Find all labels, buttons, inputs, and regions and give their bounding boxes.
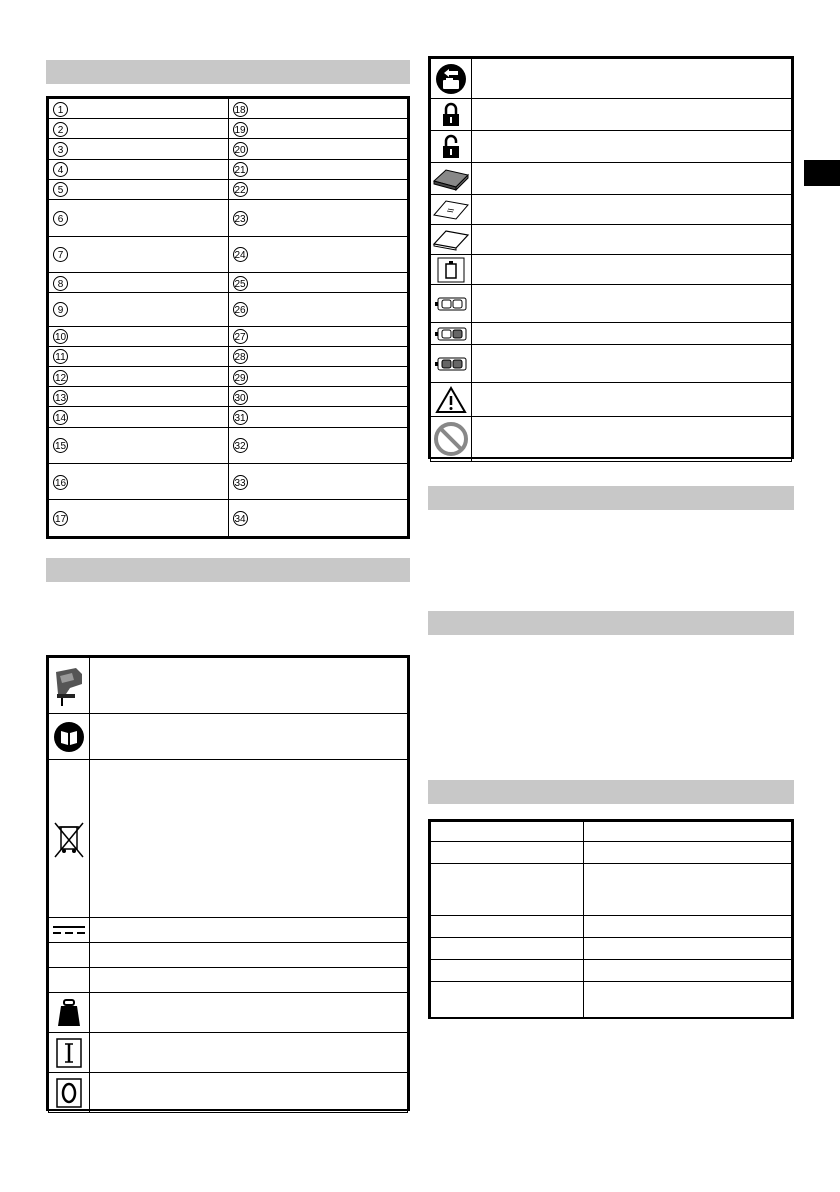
part-number: 1: [53, 102, 68, 117]
right-symbol-row: [431, 285, 792, 323]
description-cell: [472, 323, 792, 345]
parts-cell: [228, 500, 408, 537]
parts-row: [49, 119, 408, 139]
unlock-icon: [431, 134, 471, 160]
parts-row: [49, 236, 408, 272]
right-symbol-row: [431, 345, 792, 383]
language-tab: [804, 160, 840, 186]
parts-cell: [228, 464, 408, 500]
spec-label-cell: [431, 938, 584, 960]
spec-row: [431, 822, 792, 842]
blade-pack-icon: [431, 167, 471, 191]
symbol-cell: [49, 1033, 90, 1073]
right-symbol-row: [431, 99, 792, 131]
description-cell: [90, 1073, 408, 1113]
section-header-symbols: [46, 558, 410, 582]
description-cell: [90, 714, 408, 760]
description-cell: [472, 99, 792, 131]
symbol-row: [49, 714, 408, 760]
spec-label-cell: [431, 982, 584, 1019]
lock-icon: [431, 102, 471, 128]
symbol-row: [49, 993, 408, 1033]
battery-icon: [431, 257, 471, 283]
symbol-cell: [431, 163, 472, 195]
part-number: 11: [53, 349, 68, 364]
sheet-icon: [431, 228, 471, 252]
parts-row: [49, 387, 408, 407]
spec-row: [431, 960, 792, 982]
part-number: 21: [233, 162, 248, 177]
spec-value-cell: [584, 842, 792, 864]
parts-cell: [228, 236, 408, 272]
right-symbol-row: [431, 417, 792, 462]
part-number: 6: [53, 211, 68, 226]
back-arrow-icon: [431, 63, 471, 95]
parts-row: [49, 346, 408, 366]
parts-row: [49, 99, 408, 119]
parts-cell: [228, 427, 408, 463]
part-number: 3: [53, 142, 68, 157]
parts-cell: [228, 179, 408, 199]
part-number: 28: [233, 349, 248, 364]
symbol-cell: [49, 714, 90, 760]
part-number: 33: [233, 475, 248, 490]
part-number: 2: [53, 122, 68, 137]
symbol-row: [49, 943, 408, 968]
part-number: 17: [53, 511, 68, 526]
parts-cell: [49, 119, 229, 139]
part-number: 13: [53, 390, 68, 405]
description-cell: [472, 131, 792, 163]
parts-row: [49, 407, 408, 427]
parts-cell: [49, 200, 229, 236]
right-symbol-row: [431, 225, 792, 255]
part-number: 4: [53, 162, 68, 177]
part-number: 25: [233, 276, 248, 291]
description-cell: [90, 968, 408, 993]
description-cell: [472, 225, 792, 255]
section-header-right-1: [428, 486, 794, 510]
parts-cell: [228, 293, 408, 326]
symbol-cell: [431, 383, 472, 417]
symbol-cell: [431, 99, 472, 131]
parts-row: [49, 139, 408, 159]
part-number: 34: [233, 511, 248, 526]
parts-cell: [49, 293, 229, 326]
symbol-cell: [431, 345, 472, 383]
part-number: 5: [53, 182, 68, 197]
parts-cell: [228, 407, 408, 427]
symbol-cell: [49, 968, 90, 993]
right-symbol-row: [431, 163, 792, 195]
part-number: 19: [233, 122, 248, 137]
prohibition-icon: [431, 421, 471, 457]
section-header-parts: [46, 60, 410, 84]
part-number: 30: [233, 390, 248, 405]
parts-cell: [228, 387, 408, 407]
parts-cell: [228, 200, 408, 236]
specifications-table: [428, 819, 794, 1019]
symbols-table: [46, 655, 410, 1111]
description-cell: [472, 285, 792, 323]
description-cell: [472, 59, 792, 99]
warning-triangle-icon: [431, 386, 471, 414]
symbol-cell: [431, 417, 472, 462]
symbol-row: [49, 760, 408, 918]
parts-cell: [49, 387, 229, 407]
symbol-cell: [49, 993, 90, 1033]
parts-cell: [228, 366, 408, 386]
part-number: 23: [233, 211, 248, 226]
spec-value-cell: [584, 982, 792, 1019]
right-symbols-table: [428, 56, 794, 459]
symbol-cell: [431, 131, 472, 163]
parts-cell: [49, 179, 229, 199]
crossed-bin-icon: [49, 819, 89, 859]
part-number: 15: [53, 438, 68, 453]
symbol-cell: [431, 225, 472, 255]
spec-row: [431, 916, 792, 938]
parts-cell: [49, 272, 229, 292]
battery-half-icon: [431, 326, 471, 342]
parts-cell: [228, 346, 408, 366]
parts-cell: [228, 159, 408, 179]
symbol-cell: [49, 943, 90, 968]
parts-cell: [49, 366, 229, 386]
parts-row: [49, 179, 408, 199]
spec-row: [431, 864, 792, 916]
part-number: 9: [53, 302, 68, 317]
part-number: 18: [233, 102, 248, 117]
description-cell: [90, 918, 408, 943]
right-symbol-row: [431, 59, 792, 99]
right-symbol-row: [431, 131, 792, 163]
right-symbol-row: [431, 195, 792, 225]
symbol-cell: [49, 760, 90, 918]
spec-label-cell: [431, 960, 584, 982]
battery-full-icon: [431, 356, 471, 372]
section-header-right-2: [428, 611, 794, 635]
parts-cell: [49, 326, 229, 346]
symbol-row: [49, 918, 408, 943]
parts-row: [49, 200, 408, 236]
dc-current-icon: [49, 924, 89, 936]
battery-empty-icon: [431, 296, 471, 312]
parts-cell: [49, 346, 229, 366]
description-cell: [472, 195, 792, 225]
parts-cell: [228, 272, 408, 292]
part-number: 8: [53, 276, 68, 291]
part-number: 26: [233, 302, 248, 317]
part-number: 16: [53, 475, 68, 490]
description-cell: [90, 760, 408, 918]
symbol-row: [49, 658, 408, 714]
spec-row: [431, 938, 792, 960]
part-number: 31: [233, 410, 248, 425]
parts-cell: [49, 159, 229, 179]
description-cell: [90, 1033, 408, 1073]
parts-row: [49, 366, 408, 386]
parts-row: [49, 159, 408, 179]
parts-cell: [49, 500, 229, 537]
read-manual-icon: [49, 721, 89, 753]
symbol-row: [49, 1073, 408, 1113]
parts-cell: [228, 119, 408, 139]
description-cell: [472, 345, 792, 383]
parts-cell: [49, 236, 229, 272]
parts-row: [49, 464, 408, 500]
symbol-cell: [49, 658, 90, 714]
symbol-cell: [431, 323, 472, 345]
spec-value-cell: [584, 822, 792, 842]
description-cell: [472, 255, 792, 285]
right-symbol-row: [431, 323, 792, 345]
part-number: 22: [233, 182, 248, 197]
section-header-specifications: [428, 780, 794, 804]
part-number: 12: [53, 370, 68, 385]
symbol-cell: [49, 1073, 90, 1113]
right-symbol-row: [431, 255, 792, 285]
description-cell: [472, 163, 792, 195]
spec-label-cell: [431, 822, 584, 842]
spec-label-cell: [431, 916, 584, 938]
parts-list-table: [46, 96, 410, 539]
parts-cell: [49, 99, 229, 119]
parts-cell: [228, 99, 408, 119]
symbol-cell: [431, 195, 472, 225]
switch-on-icon: [49, 1038, 89, 1068]
part-number: 7: [53, 247, 68, 262]
symbol-row: [49, 1033, 408, 1073]
parts-row: [49, 293, 408, 326]
parts-cell: [49, 427, 229, 463]
description-cell: [90, 658, 408, 714]
symbol-cell: [431, 59, 472, 99]
spec-row: [431, 982, 792, 1019]
battery-weight-icon: [49, 998, 89, 1028]
part-number: 14: [53, 410, 68, 425]
symbol-row: [49, 968, 408, 993]
part-number: 32: [233, 438, 248, 453]
description-cell: [90, 993, 408, 1033]
spec-value-cell: [584, 864, 792, 916]
parts-cell: [49, 464, 229, 500]
description-cell: [472, 383, 792, 417]
thin-sheet-icon: [431, 198, 471, 222]
symbol-cell: [431, 255, 472, 285]
switch-off-icon: [49, 1078, 89, 1108]
part-number: 27: [233, 329, 248, 344]
jigsaw-icon: [49, 664, 89, 708]
spec-value-cell: [584, 960, 792, 982]
spec-value-cell: [584, 916, 792, 938]
part-number: 10: [53, 329, 68, 344]
parts-cell: [228, 326, 408, 346]
spec-value-cell: [584, 938, 792, 960]
part-number: 20: [233, 142, 248, 157]
parts-row: [49, 427, 408, 463]
parts-row: [49, 500, 408, 537]
description-cell: [472, 417, 792, 462]
symbol-cell: [49, 918, 90, 943]
part-number: 24: [233, 247, 248, 262]
parts-cell: [228, 139, 408, 159]
part-number: 29: [233, 370, 248, 385]
parts-cell: [49, 407, 229, 427]
spec-row: [431, 842, 792, 864]
symbol-cell: [431, 285, 472, 323]
spec-label-cell: [431, 842, 584, 864]
parts-row: [49, 272, 408, 292]
right-symbol-row: [431, 383, 792, 417]
description-cell: [90, 943, 408, 968]
parts-cell: [49, 139, 229, 159]
parts-row: [49, 326, 408, 346]
spec-label-cell: [431, 864, 584, 916]
